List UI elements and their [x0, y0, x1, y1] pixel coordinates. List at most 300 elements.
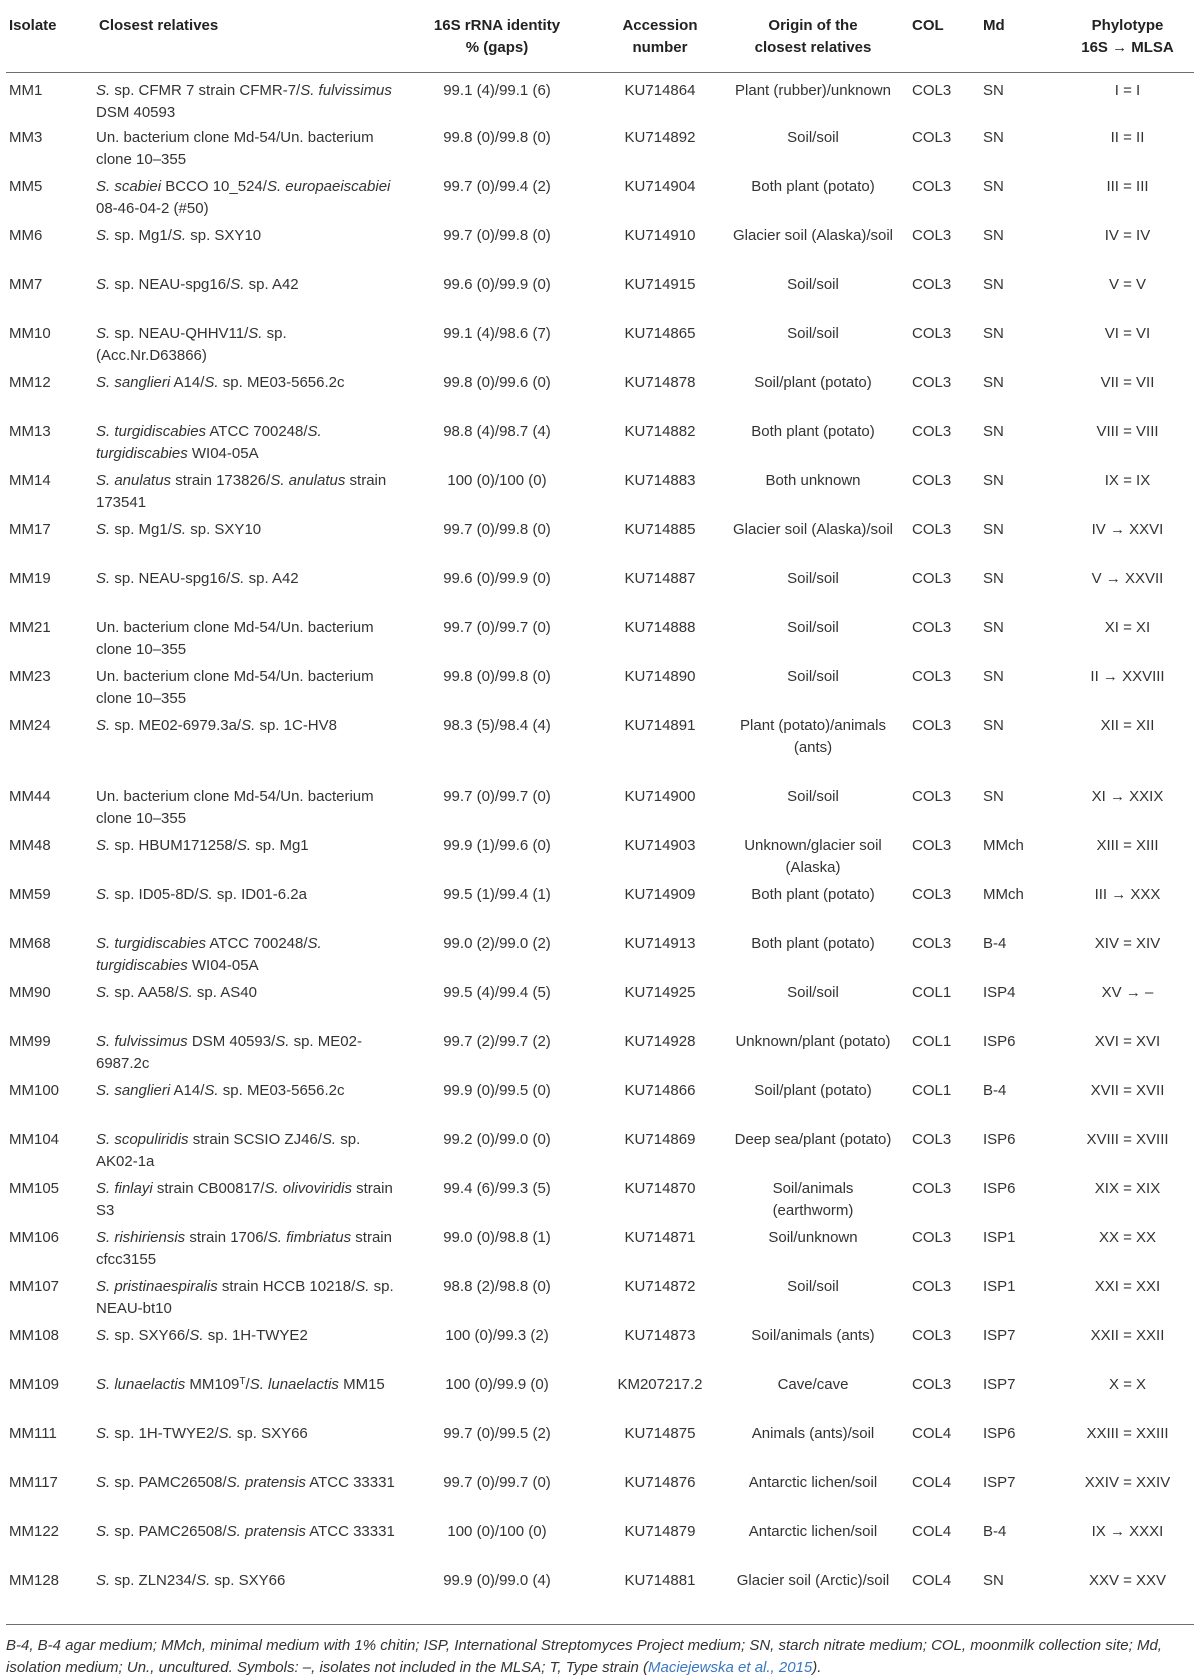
relatives-text: sp. ID01-6.2a	[212, 885, 307, 903]
relatives-text: S. europaeiscabiei	[266, 177, 391, 195]
cell-accession: KU714879	[624, 1522, 696, 1540]
cell-isolate: MM108	[9, 1326, 60, 1344]
cell-closest-relatives	[92, 617, 402, 666]
relatives-text: S.	[355, 1277, 370, 1295]
relatives-text: sp. Mg1/	[110, 226, 172, 244]
relatives-text: S. scabiei	[96, 177, 162, 195]
cell-phylotype: XIII = XIII	[1096, 836, 1159, 854]
cell-isolate: MM44	[9, 787, 51, 805]
cell-md: ISP7	[983, 1375, 1016, 1393]
relatives-text: S.	[204, 1081, 219, 1099]
relatives-text: sp. ID05-8D/	[110, 885, 199, 903]
cell-identity: 99.1 (4)/99.1 (6)	[443, 82, 551, 99]
cell-accession: KU714925	[624, 983, 696, 1001]
cell-accession: KU714866	[624, 1081, 696, 1099]
cell-accession: KU714900	[624, 787, 696, 805]
cell-col: COL3	[912, 1130, 952, 1148]
cell-closest-relatives	[92, 884, 402, 933]
cell-origin: Unknown/glacier soil (Alaska)	[744, 836, 882, 876]
table-row	[6, 421, 1194, 470]
cell-origin: Antarctic lichen/soil	[748, 1473, 878, 1491]
relatives-text: S. lunaelactis	[96, 1375, 186, 1393]
relatives-text: strain SCSIO ZJ46/	[188, 1130, 322, 1148]
relatives-text: Un. bacterium clone Md-54/Un. bacterium clone 10–355	[96, 618, 374, 658]
cell-isolate: MM104	[9, 1130, 60, 1148]
relatives-text: S.	[171, 226, 187, 244]
relatives-text: S. finlayi	[96, 1179, 153, 1197]
table-row	[6, 225, 1194, 274]
relatives-text: S. scopuliridis	[96, 1130, 189, 1148]
isolates-table	[6, 0, 1194, 1624]
cell-md: SN	[983, 716, 1004, 734]
relatives-text: S.	[96, 836, 111, 854]
relatives-text: sp. SXY66	[232, 1424, 308, 1442]
cell-identity: 99.0 (2)/99.0 (2)	[443, 934, 551, 952]
cell-col: COL3	[912, 1228, 952, 1246]
relatives-text: sp. PAMC26508/	[110, 1522, 227, 1540]
relatives-text: S.	[321, 1130, 337, 1148]
table-row	[6, 323, 1194, 372]
relatives-text: S. turgidiscabies	[96, 422, 322, 462]
cell-isolate: MM117	[9, 1473, 58, 1491]
cell-isolate: MM17	[9, 520, 51, 538]
cell-isolate: MM19	[9, 569, 51, 587]
relatives-text: S.	[96, 716, 111, 734]
cell-identity: 99.7 (0)/99.7 (0)	[443, 618, 551, 636]
relatives-text: Un. bacterium clone Md-54/Un. bacterium clone 10–355	[96, 787, 374, 827]
table-row	[6, 372, 1194, 421]
cell-closest-relatives	[92, 421, 402, 470]
cell-col: COL3	[912, 1375, 952, 1393]
cell-accession: KU714875	[624, 1424, 696, 1442]
cell-md: ISP4	[983, 983, 1016, 1001]
cell-origin: Both plant (potato)	[751, 422, 875, 440]
relatives-text: ATCC 700248/	[206, 934, 308, 952]
cell-origin: Soil/soil	[787, 128, 839, 146]
cell-identity: 98.8 (4)/98.7 (4)	[443, 422, 551, 440]
cell-accession: KU714865	[624, 324, 696, 342]
relatives-text: sp. 1H-TWYE2	[203, 1326, 308, 1344]
table-header	[6, 0, 1194, 73]
cell-col: COL3	[912, 716, 952, 734]
cell-phylotype: XIV = XIV	[1094, 934, 1161, 952]
table-row	[6, 1521, 1194, 1570]
table-row	[6, 1080, 1194, 1129]
cell-origin: Soil/soil	[787, 787, 839, 805]
relatives-text: S.	[189, 1326, 204, 1344]
relatives-text: ATCC 700248/	[206, 422, 308, 440]
cell-accession: KU714864	[624, 82, 696, 99]
cell-identity: 99.7 (0)/99.8 (0)	[443, 520, 551, 538]
relatives-text: sp. Mg1	[251, 836, 309, 854]
cell-md: ISP7	[983, 1473, 1016, 1491]
table-row	[6, 1472, 1194, 1521]
cell-col: COL3	[912, 373, 952, 391]
cell-closest-relatives	[92, 519, 402, 568]
relatives-text: strain 1706/	[185, 1228, 268, 1246]
relatives-text: 08-46-04-2 (#50)	[96, 199, 209, 217]
cell-accession: KU714890	[624, 667, 696, 685]
cell-isolate: MM128	[9, 1571, 60, 1589]
cell-phylotype: XXV = XXV	[1088, 1571, 1167, 1589]
cell-phylotype: XIX = XIX	[1094, 1179, 1161, 1197]
cell-identity: 99.7 (0)/99.8 (0)	[443, 226, 551, 244]
relatives-text: sp. SXY10	[186, 520, 262, 538]
cell-origin: Soil/soil	[787, 1277, 839, 1295]
cell-closest-relatives	[92, 225, 402, 274]
cell-closest-relatives	[92, 470, 402, 519]
cell-col: COL3	[912, 422, 952, 440]
cell-md: MMch	[983, 885, 1024, 903]
relatives-text: strain 173826/	[171, 471, 271, 489]
cell-closest-relatives	[92, 323, 402, 372]
cell-col: COL3	[912, 667, 952, 685]
cell-col: COL3	[912, 324, 952, 342]
cell-isolate: MM10	[9, 324, 51, 342]
cell-closest-relatives	[92, 1521, 402, 1570]
header-isolate: Isolate	[6, 0, 92, 73]
cell-phylotype: XVI = XVI	[1094, 1032, 1161, 1050]
cell-origin: Animals (ants)/soil	[751, 1424, 875, 1442]
cell-md: ISP6	[983, 1032, 1016, 1050]
cell-identity: 99.8 (0)/99.8 (0)	[443, 667, 551, 685]
citation-link[interactable]: Maciejewska et al., 2015	[647, 1658, 813, 1676]
cell-col: COL4	[912, 1424, 952, 1442]
relatives-text: S.	[96, 275, 111, 293]
table-row	[6, 1325, 1194, 1374]
cell-identity: 99.8 (0)/99.8 (0)	[443, 128, 551, 146]
relatives-text: S.	[171, 520, 187, 538]
cell-md: SN	[983, 275, 1004, 293]
table-row	[6, 568, 1194, 617]
relatives-text: S.	[96, 226, 111, 244]
table-row	[6, 666, 1194, 715]
relatives-text: sp. A42	[244, 569, 299, 587]
relatives-text: S.	[96, 1571, 111, 1589]
cell-phylotype: III = III	[1106, 177, 1149, 195]
table-row	[6, 73, 1194, 127]
cell-accession: KU714910	[624, 226, 696, 244]
cell-origin: Soil/plant (potato)	[754, 1081, 872, 1099]
cell-col: COL4	[912, 1522, 952, 1540]
cell-isolate: MM107	[9, 1277, 60, 1295]
cell-phylotype: XXIII = XXIII	[1086, 1424, 1169, 1442]
cell-col: COL3	[912, 885, 952, 903]
cell-md: SN	[983, 667, 1004, 685]
cell-origin: Soil/animals (ants)	[751, 1326, 875, 1344]
relatives-text: S.	[241, 716, 256, 734]
table-row	[6, 470, 1194, 519]
relatives-text: S.	[96, 82, 111, 99]
table-row	[6, 127, 1194, 176]
cell-origin: Soil/plant (potato)	[754, 373, 872, 391]
relatives-text: sp. 1H-TWYE2/	[110, 1424, 219, 1442]
cell-identity: 99.7 (0)/99.4 (2)	[443, 177, 551, 195]
relatives-text: sp. SXY66/	[110, 1326, 190, 1344]
relatives-text: sp. ME03-5656.2c	[218, 373, 345, 391]
cell-closest-relatives	[92, 835, 402, 884]
cell-origin: Soil/soil	[787, 983, 839, 1001]
cell-origin: Soil/unknown	[768, 1228, 858, 1246]
relatives-text: S.	[196, 1571, 211, 1589]
relatives-text: S.	[96, 520, 111, 538]
relatives-text: sp. A42	[244, 275, 299, 293]
cell-col: COL4	[912, 1571, 952, 1589]
cell-phylotype: XX = XX	[1098, 1228, 1157, 1246]
cell-closest-relatives	[92, 1325, 402, 1374]
cell-phylotype: I = I	[1114, 82, 1141, 99]
relatives-text: A14/	[170, 373, 205, 391]
cell-md: SN	[983, 373, 1004, 391]
cell-phylotype: VI = VI	[1104, 324, 1151, 342]
cell-phylotype: V → XXVII	[1091, 569, 1164, 587]
relatives-text: S.	[230, 275, 245, 293]
cell-phylotype: XXII = XXII	[1090, 1326, 1165, 1344]
relatives-text: S.	[275, 1032, 290, 1050]
cell-md: SN	[983, 618, 1004, 636]
relatives-text: S.	[96, 1522, 111, 1540]
relatives-text: sp. (Acc.Nr.D63866)	[96, 324, 287, 364]
relatives-text: sp. NEAU-spg16/	[110, 275, 231, 293]
cell-isolate: MM105	[9, 1179, 60, 1197]
cell-md: B-4	[983, 1522, 1007, 1540]
cell-isolate: MM21	[9, 618, 51, 636]
relatives-text: sp. SXY10	[186, 226, 262, 244]
cell-col: COL3	[912, 569, 952, 587]
cell-phylotype: II → XXVIII	[1090, 667, 1165, 685]
cell-closest-relatives	[92, 1227, 402, 1276]
cell-col: COL3	[912, 275, 952, 293]
cell-origin: Both plant (potato)	[751, 177, 875, 195]
relatives-text: ATCC 33331	[305, 1473, 395, 1491]
cell-identity: 99.7 (0)/99.7 (0)	[443, 787, 551, 805]
cell-accession: KU714876	[624, 1473, 696, 1491]
cell-closest-relatives	[92, 1472, 402, 1521]
relatives-text: WI04-05A	[187, 956, 259, 974]
table-row	[6, 835, 1194, 884]
relatives-text: S.	[96, 983, 111, 1001]
header-origin: Origin of the closest relatives	[728, 0, 898, 73]
relatives-text: S. fulvissimus	[300, 82, 392, 99]
relatives-text: S.	[204, 373, 219, 391]
cell-accession: KU714882	[624, 422, 696, 440]
relatives-text: S.	[218, 1424, 233, 1442]
table-row	[6, 933, 1194, 982]
cell-closest-relatives	[92, 1374, 402, 1423]
relatives-text: S.	[96, 324, 111, 342]
cell-isolate: MM109	[9, 1375, 60, 1393]
cell-closest-relatives	[92, 1178, 402, 1227]
cell-closest-relatives	[92, 176, 402, 225]
relatives-text: sp. NEAU-QHHV11/	[110, 324, 249, 342]
relatives-text: S. sanglieri	[96, 1081, 171, 1099]
cell-identity: 99.1 (4)/98.6 (7)	[443, 324, 551, 342]
relatives-text: S.	[96, 1326, 111, 1344]
header-phylotype: Phylotype 16S → MLSA	[1061, 0, 1194, 73]
cell-phylotype: X = X	[1108, 1375, 1147, 1393]
cell-md: B-4	[983, 934, 1007, 952]
cell-md: SN	[983, 82, 1004, 99]
cell-isolate: MM7	[9, 275, 43, 293]
table-row	[6, 176, 1194, 225]
cell-md: ISP6	[983, 1424, 1016, 1442]
cell-phylotype: XVII = XVII	[1090, 1081, 1165, 1099]
relatives-text: S.	[178, 983, 193, 1001]
cell-origin: Plant (rubber)/unknown	[735, 82, 891, 99]
cell-accession: KU714915	[624, 275, 696, 293]
cell-origin: Plant (potato)/animals (ants)	[740, 716, 886, 756]
relatives-text: S. pristinaespiralis	[96, 1277, 218, 1295]
cell-origin: Both unknown	[765, 471, 861, 489]
relatives-text: sp. ME02-6979.3a/	[110, 716, 242, 734]
cell-accession: KU714870	[624, 1179, 696, 1197]
cell-md: SN	[983, 520, 1004, 538]
cell-identity: 99.9 (0)/99.5 (0)	[443, 1081, 551, 1099]
cell-phylotype: VII = VII	[1100, 373, 1155, 391]
cell-identity: 98.8 (2)/98.8 (0)	[443, 1277, 551, 1295]
cell-accession: KU714888	[624, 618, 696, 636]
cell-col: COL1	[912, 983, 952, 1001]
header-md: Md	[973, 0, 1061, 73]
type-strain-mark: T	[239, 1375, 246, 1387]
cell-isolate: MM6	[9, 226, 43, 244]
cell-closest-relatives	[92, 73, 402, 127]
cell-identity: 99.6 (0)/99.9 (0)	[443, 569, 551, 587]
header-identity: 16S rRNA identity % (gaps)	[402, 0, 592, 73]
cell-phylotype: III → XXX	[1094, 885, 1161, 903]
relatives-text: S. rishiriensis	[96, 1228, 186, 1246]
relatives-text: sp. ME03-5656.2c	[218, 1081, 345, 1099]
cell-closest-relatives	[92, 666, 402, 715]
cell-accession: KU714885	[624, 520, 696, 538]
table-row	[6, 1227, 1194, 1276]
cell-origin: Glacier soil (Alaska)/soil	[732, 226, 894, 244]
relatives-text: BCCO 10_524/	[161, 177, 267, 195]
cell-md: ISP7	[983, 1326, 1016, 1344]
relatives-text: sp. AK02-1a	[96, 1130, 361, 1170]
cell-isolate: MM13	[9, 422, 51, 440]
cell-identity: 99.0 (0)/98.8 (1)	[443, 1228, 551, 1246]
relatives-text: S. turgidiscabies	[96, 934, 207, 952]
cell-origin: Soil/soil	[787, 667, 839, 685]
cell-closest-relatives	[92, 372, 402, 421]
relatives-text: Un. bacterium clone Md-54/Un. bacterium clone 10–355	[96, 667, 374, 707]
cell-md: SN	[983, 471, 1004, 489]
table-row	[6, 519, 1194, 568]
cell-origin: Antarctic lichen/soil	[748, 1522, 878, 1540]
cell-col: COL3	[912, 836, 952, 854]
relatives-text: sp. NEAU-spg16/	[110, 569, 231, 587]
cell-identity: 99.6 (0)/99.9 (0)	[443, 275, 551, 293]
cell-closest-relatives	[92, 274, 402, 323]
cell-isolate: MM5	[9, 177, 43, 195]
table-body	[6, 73, 1194, 1624]
cell-isolate: MM48	[9, 836, 51, 854]
cell-origin: Soil/soil	[787, 324, 839, 342]
cell-md: SN	[983, 177, 1004, 195]
relatives-text: S. sanglieri	[96, 373, 171, 391]
cell-phylotype: IX = IX	[1104, 471, 1151, 489]
cell-origin: Soil/soil	[787, 275, 839, 293]
cell-phylotype: XII = XII	[1100, 716, 1155, 734]
relatives-text: S. fulvissimus	[96, 1032, 188, 1050]
cell-identity: 100 (0)/99.9 (0)	[445, 1375, 549, 1393]
cell-closest-relatives	[92, 982, 402, 1031]
table-row	[6, 617, 1194, 666]
cell-accession: KU714904	[624, 177, 696, 195]
relatives-text: S. turgidiscabies	[96, 422, 207, 440]
cell-col: COL3	[912, 471, 952, 489]
cell-md: SN	[983, 787, 1004, 805]
relatives-text: Un. bacterium clone Md-54/Un. bacterium clone 10–355	[96, 128, 374, 168]
table-row	[6, 884, 1194, 933]
cell-isolate: MM23	[9, 667, 51, 685]
table-row	[6, 1570, 1194, 1624]
cell-identity: 99.5 (4)/99.4 (5)	[443, 983, 551, 1001]
cell-closest-relatives	[92, 568, 402, 617]
relatives-text: S.	[96, 885, 111, 903]
cell-origin: Both plant (potato)	[751, 885, 875, 903]
cell-phylotype: II = II	[1110, 128, 1145, 146]
cell-origin: Deep sea/plant (potato)	[734, 1130, 892, 1148]
cell-phylotype: IX → XXXI	[1091, 1522, 1164, 1540]
cell-origin: Soil/soil	[787, 569, 839, 587]
cell-closest-relatives	[92, 1129, 402, 1178]
relatives-text: S. lunaelactis	[249, 1375, 339, 1393]
relatives-text: S.	[96, 1424, 111, 1442]
cell-accession: KU714869	[624, 1130, 696, 1148]
table-row	[6, 1031, 1194, 1080]
relatives-text: sp. NEAU-bt10	[96, 1277, 394, 1317]
relatives-text: S. fimbriatus	[267, 1228, 352, 1246]
table-row	[6, 786, 1194, 835]
cell-col: COL4	[912, 1473, 952, 1491]
cell-closest-relatives	[92, 127, 402, 176]
relatives-text: /	[245, 1375, 250, 1393]
relatives-text: MM109	[185, 1375, 240, 1393]
relatives-text: S.	[230, 569, 245, 587]
relatives-text: sp. AA58/	[110, 983, 179, 1001]
cell-phylotype: XXIV = XXIV	[1084, 1473, 1171, 1491]
cell-identity: 99.7 (0)/99.5 (2)	[443, 1424, 551, 1442]
relatives-text: sp. 1C-HV8	[255, 716, 337, 734]
cell-md: ISP1	[983, 1228, 1016, 1246]
cell-origin: Soil/soil	[787, 618, 839, 636]
table-row	[6, 1178, 1194, 1227]
cell-md: SN	[983, 324, 1004, 342]
cell-closest-relatives	[92, 1031, 402, 1080]
relatives-text: sp. HBUM171258/	[110, 836, 237, 854]
table-row	[6, 982, 1194, 1031]
cell-col: COL3	[912, 787, 952, 805]
cell-identity: 99.2 (0)/99.0 (0)	[443, 1130, 551, 1148]
cell-col: COL3	[912, 618, 952, 636]
cell-origin: Cave/cave	[777, 1375, 849, 1393]
cell-origin: Unknown/plant (potato)	[735, 1032, 891, 1050]
cell-accession: KU714903	[624, 836, 696, 854]
relatives-text: S.	[248, 324, 263, 342]
cell-isolate: MM68	[9, 934, 51, 952]
cell-identity: 99.9 (1)/99.6 (0)	[443, 836, 551, 854]
cell-closest-relatives	[92, 715, 402, 786]
relatives-text: sp. PAMC26508/	[110, 1473, 227, 1491]
cell-phylotype: IV = IV	[1104, 226, 1151, 244]
table-bottom-rule	[6, 1624, 1194, 1625]
cell-md: ISP6	[983, 1179, 1016, 1197]
cell-identity: 98.3 (5)/98.4 (4)	[443, 716, 551, 734]
relatives-text: S.	[198, 885, 213, 903]
relatives-text: sp. CFMR 7 strain CFMR-7/	[110, 82, 301, 99]
